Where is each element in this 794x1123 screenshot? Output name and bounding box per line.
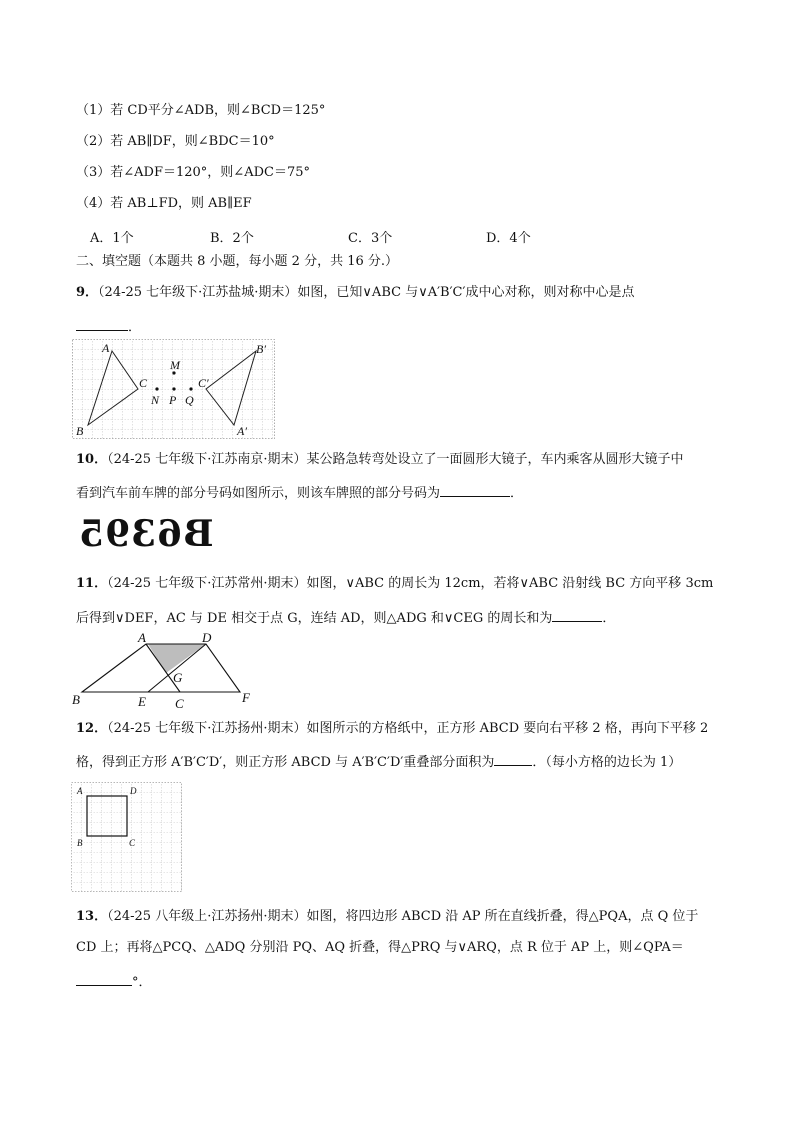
q11-label-a: A xyxy=(138,630,146,645)
q12-line2 xyxy=(76,751,681,772)
q11-label-e: E xyxy=(138,694,146,709)
q12-blank[interactable] xyxy=(494,751,532,766)
q9-figure xyxy=(72,339,276,440)
q9-label-q: Q xyxy=(185,393,194,407)
q9-blank[interactable] xyxy=(76,316,128,331)
q13-number: 13． xyxy=(76,909,108,924)
q12-label-c: C xyxy=(129,838,136,848)
q13-blank[interactable] xyxy=(76,971,132,986)
q11-line2 xyxy=(76,607,615,628)
q12-stem: （24-25 七年级下·江苏扬州·期末）如图所示的方格纸中，正方形 ABCD 要向右平移 2 格，再向下平移 2 xyxy=(107,721,709,736)
q10-tail: ． xyxy=(510,486,524,501)
q13-line2: CD 上；再将△PCQ、△ADQ 分别沿 PQ、AQ 折叠，得△PRQ 与∨ARQ，点 R 位于 AP 上，则∠QPA＝ xyxy=(76,940,684,955)
q13-stem: （24-25 八年级上·江苏扬州·期末）如图，将四边形 ABCD 沿 AP 所在直线折叠，得△PQA，点 Q 位于 xyxy=(107,909,699,924)
q11-figure xyxy=(70,630,260,710)
q8-statement-3: （3）若∠ADF＝120°，则∠ADC＝75° xyxy=(76,165,311,180)
q8-statement-2: （2）若 AB∥DF，则∠BDC＝10° xyxy=(76,134,275,149)
choice-a: A．1个 xyxy=(90,231,134,246)
q12-tail: ．（每小方格的边长为 1） xyxy=(532,755,682,770)
q9-number: 9． xyxy=(76,285,99,300)
q13-line1 xyxy=(76,908,698,926)
q12-number: 12． xyxy=(76,721,108,736)
mirrored-license-plate: B6395 xyxy=(78,513,214,555)
section-heading: 二、填空题（本题共 8 小题，每小题 2 分，共 16 分.） xyxy=(76,254,399,269)
q11-stem: （24-25 七年级下·江苏常州·期末）如图，∨ABC 的周长为 12cm，若将∨ABC 沿射线 BC 方向平移 3cm xyxy=(107,576,714,591)
q9-stem: （24-25 七年级下·江苏盐城·期末）如图，已知∨ABC 与∨A′B′C′成中心对称，则对称中心是点 xyxy=(98,285,635,300)
q9-label-c2: C′ xyxy=(198,376,209,390)
q9-label-b: B xyxy=(76,424,84,438)
q11-label-d: D xyxy=(202,630,212,645)
q9-label-p: P xyxy=(169,393,177,407)
q12-label-b: B xyxy=(77,838,83,848)
q10-line1 xyxy=(76,451,683,469)
q9-text xyxy=(76,284,634,302)
q10-blank[interactable] xyxy=(440,482,510,497)
q11-tail: ． xyxy=(602,611,616,626)
choice-c: C．3个 xyxy=(348,231,393,246)
q11-label-c: C xyxy=(175,696,184,710)
q11-stem-2: 后得到∨DEF，AC 与 DE 相交于点 G，连结 AD，则△ADG 和∨CEG 的周长和为 xyxy=(76,611,553,626)
q9-answer-line xyxy=(76,316,141,337)
q11-line1 xyxy=(76,575,713,593)
q11-label-f: F xyxy=(242,690,250,705)
q9-label-b2: B′ xyxy=(256,342,266,356)
choice-d: D．4个 xyxy=(486,231,531,246)
q10-stem-2: 看到汽车前车牌的部分号码如图所示，则该车牌照的部分号码为 xyxy=(76,486,441,501)
q10-line2 xyxy=(76,482,523,503)
q10-stem: （24-25 七年级下·江苏南京·期末）某公路急转弯处设立了一面圆形大镜子，车内乘客从圆形大镜子中 xyxy=(107,452,684,467)
q9-label-a: A xyxy=(102,341,110,355)
q13-line3 xyxy=(76,971,152,992)
q9-label-m: M xyxy=(170,358,180,372)
choice-b: B．2个 xyxy=(210,231,254,246)
q9-label-n: N xyxy=(151,393,160,407)
q9-label-c: C xyxy=(139,376,148,390)
q11-label-b: B xyxy=(72,692,80,707)
q8-statement-1: （1）若 CD平分∠ADB，则∠BCD＝125° xyxy=(76,103,326,118)
q11-number: 11． xyxy=(76,576,108,591)
q12-line1 xyxy=(76,720,708,738)
q12-label-a: A xyxy=(77,786,83,796)
q13-tail: °． xyxy=(132,975,152,990)
q10-number: 10． xyxy=(76,452,108,467)
q12-label-d: D xyxy=(130,786,137,796)
q12-stem-2: 格，得到正方形 A′B′C′D′，则正方形 ABCD 与 A′B′C′D′重叠部分面积为 xyxy=(76,755,495,770)
q9-tail: ． xyxy=(128,320,142,335)
q12-figure xyxy=(71,782,183,893)
q8-statement-4: （4）若 AB⊥FD，则 AB∥EF xyxy=(76,196,252,211)
q9-label-a2: A′ xyxy=(237,424,247,438)
q11-label-g: G xyxy=(173,670,183,685)
q11-blank[interactable] xyxy=(552,607,602,622)
